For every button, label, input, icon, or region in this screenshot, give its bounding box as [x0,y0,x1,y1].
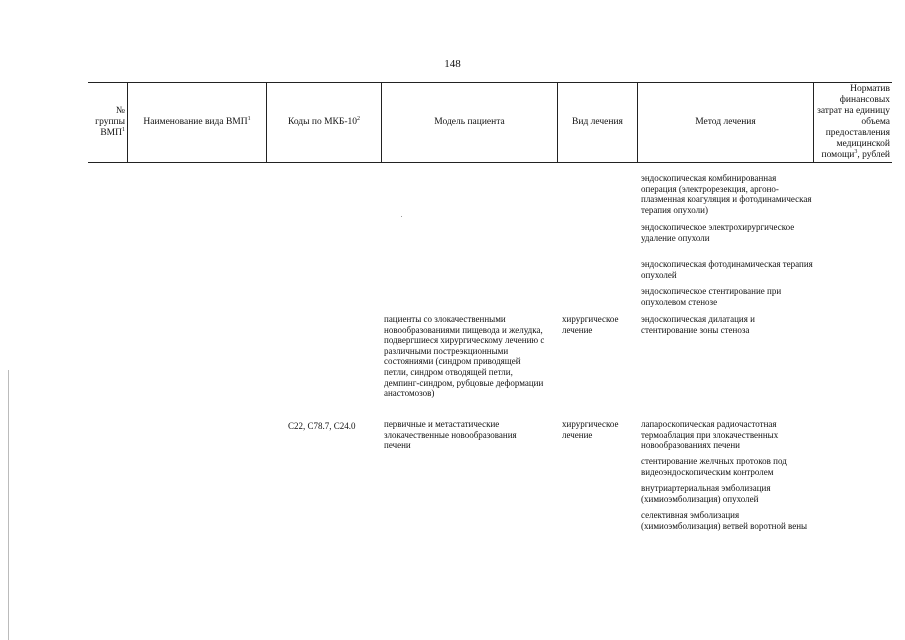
header-cost-norm [814,83,890,162]
page-number: 148 [444,58,461,70]
header-treatment-type [558,83,637,162]
method-item: эндоскопическая комбинированная операция (электрорезекция, аргоно-плазменная коагуляция и фотодинамическая терапия опухоли) [641,173,812,215]
patient-model-cell: пациенты со злокачественными новообразованиями пищевода и желудка, подвергшиеся хирургическому лечению с различными постреэкционными состояниями (синдром приводящей петли, синдром отводящей петли, демпинг-синдром, рубцовые деформации анастомозов) [384,314,545,399]
scan-edge-line [8,370,9,640]
header-cost-norm-unit: , рублей [857,150,890,160]
patient-model-cell: первичные и метастатические злокачественные новообразования печени [384,419,517,451]
table-header-bottom-rule [88,162,892,163]
header-vmp-name-text: Наименование вида ВМП [143,117,248,127]
header-group-number-text: № группы ВМП [95,106,125,138]
header-treatment-method [638,83,813,162]
method-item: внутриартериальная эмболизация (химиоэмболизация) опухолей [641,483,771,504]
method-item: эндоскопическое электрохирургическое удаление опухоли [641,222,795,243]
footnote-mark: 2 [357,115,361,122]
header-patient-model [382,83,557,162]
header-cost-norm-text: Норматив финансовых затрат на единицу объема предоставления медицинской помощи [817,84,890,160]
header-icd-codes [267,83,381,162]
scan-speck [401,216,402,217]
method-item: селективная эмболизация (химиоэмболизация) ветвей воротной вены [641,510,808,531]
method-item: эндоскопическая фотодинамическая терапия опухолей [641,259,813,280]
header-treatment-method-text: Метод лечения [695,117,756,127]
footnote-mark: 1 [247,115,251,122]
header-treatment-type-text: Вид лечения [572,117,623,127]
treatment-type-cell: хирургическое лечение [562,419,619,440]
header-group-number [88,83,125,162]
method-item: эндоскопическая дилатация и стентирование зоны стеноза [641,314,755,335]
method-item: эндоскопическое стентирование при опухолевом стенозе [641,286,782,307]
method-item: лапароскопическая радиочастотная термоаблация при злокачественных новообразованиях печени [641,419,779,451]
header-patient-model-text: Модель пациента [434,117,505,127]
icd-codes-cell: C22, C78.7, C24.0 [288,421,356,431]
treatment-type-cell: хирургическое лечение [562,314,619,335]
footnote-mark: 1 [122,126,125,133]
header-vmp-name [128,83,266,162]
method-item: стентирование желчных протоков под видеоэндоскопическим контролем [641,456,787,477]
footnote-mark: 3 [854,148,858,155]
header-icd-codes-text: Коды по МКБ-10 [287,117,358,127]
